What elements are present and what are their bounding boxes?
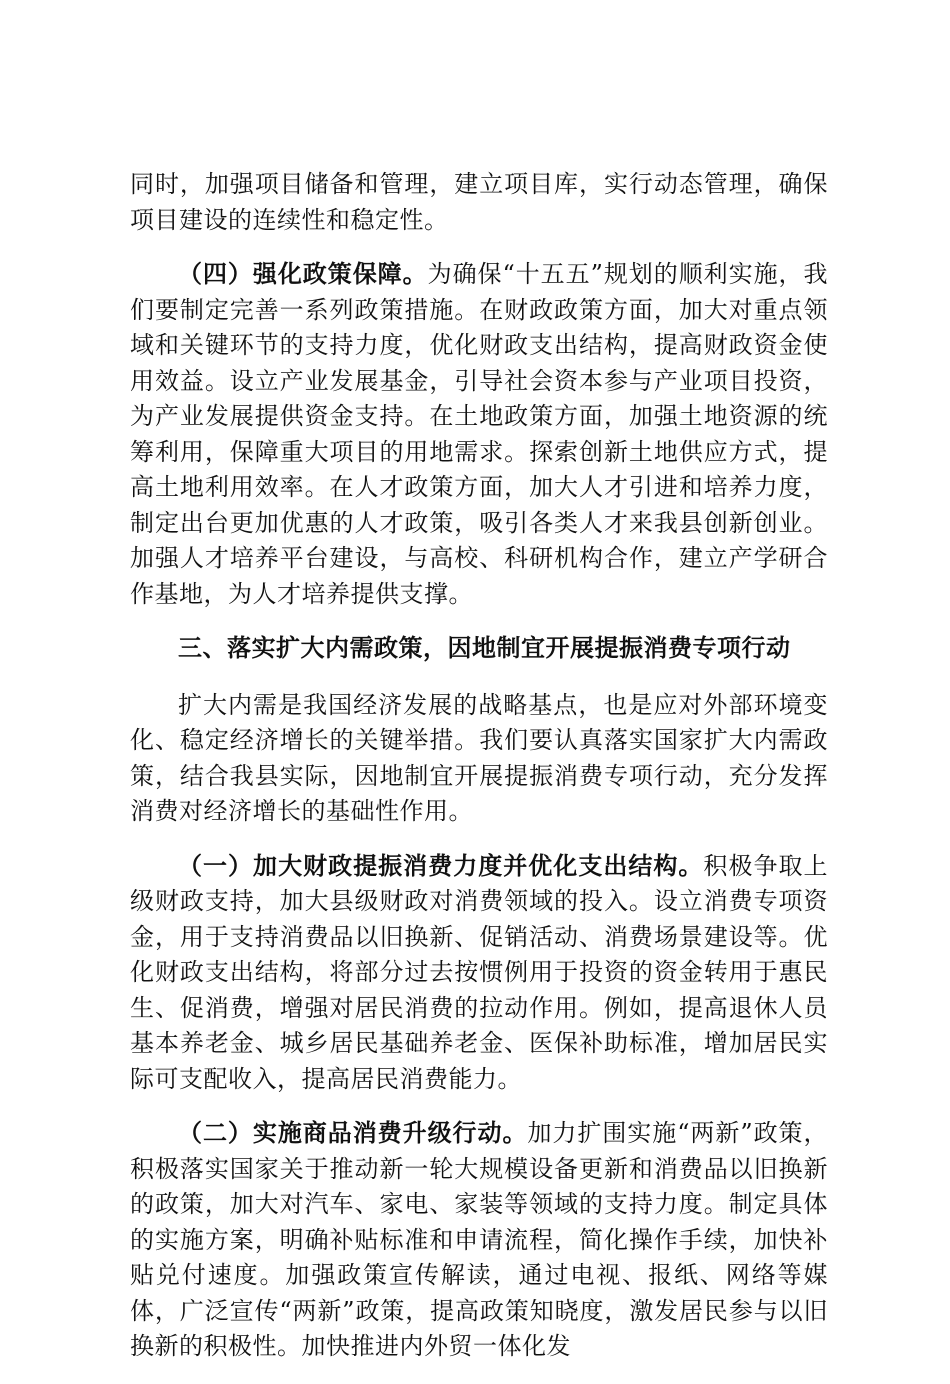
paragraph-text: 积极争取上级财政支持，加大县级财政对消费领域的投入。设立消费专项资金，用于支持消费品以旧换新、促销活动、消费场景建设等。优化财政支出结构，将部分过去按惯例用于投资的资金转用于惠民生、促消费，增强对居民消费的拉动作用。例如，提高退休人员基本养老金、城乡居民基础养老金、医保补助标准，增加居民实际可支配收入，提高居民消费能力。 xyxy=(130,851,829,1093)
paragraph-lead-upgrade: （二）实施商品消费升级行动。 xyxy=(178,1119,528,1147)
paragraph-consumption-upgrade xyxy=(130,1116,828,1365)
paragraph-text: 加力扩围实施“两新”政策，积极落实国家关于推动新一轮大规模设备更新和消费品以旧换新的政策，加大对汽车、家电、家装等领域的支持力度。制定具体的实施方案，明确补贴标准和申请流程，简化操作手续，加快补贴兑付速度。加强政策宣传解读，通过电视、报纸、网络等媒体，广泛宣传“两新”政策，提高政策知晓度，激发居民参与以旧换新的积极性。加快推进内外贸一体化发 xyxy=(130,1119,828,1360)
paragraph-policy-guarantee xyxy=(130,257,828,612)
paragraph-continuation: 同时，加强项目储备和管理，建立项目库，实行动态管理，确保项目建设的连续性和稳定性。 xyxy=(130,170,828,234)
paragraph-text: 为确保“十五五”规划的顺利实施，我们要制定完善一系列政策措施。在财政政策方面，加大对重点领域和关键环节的支持力度，优化财政支出结构，提高财政资金使用效益。设立产业发展基金，引导社会资本参与产业项目投资，为产业发展提供资金支持。在土地政策方面，加强土地资源的统筹利用，保障重大项目的用地需求。探索创新土地供应方式，提高土地利用效率。在人才政策方面，加大人才引进和培养力度，制定出台更加优惠的人才政策，吸引各类人才来我县创新创业。加强人才培养平台建设，与高校、科研机构合作，建立产学研合作基地，为人才培养提供支撑。 xyxy=(130,260,829,608)
paragraph-fiscal-consumption xyxy=(130,849,828,1098)
paragraph-lead-fiscal: （一）加大财政提振消费力度并优化支出结构。 xyxy=(178,851,704,880)
document-body xyxy=(130,167,828,1384)
paragraph-lead-strengthen-policy: （四）强化政策保障。 xyxy=(178,260,428,288)
paragraph-domestic-demand: 扩大内需是我国经济发展的战略基点，也是应对外部环境变化、稳定经济增长的关键举措。我们要认真落实国家扩大内需政策，结合我县实际，因地制宜开展提振消费专项行动，充分发挥消费对经济增长的基础性作用。 xyxy=(130,690,828,825)
section-heading-3: 三、落实扩大内需政策，因地制宜开展提振消费专项行动 xyxy=(178,634,791,662)
